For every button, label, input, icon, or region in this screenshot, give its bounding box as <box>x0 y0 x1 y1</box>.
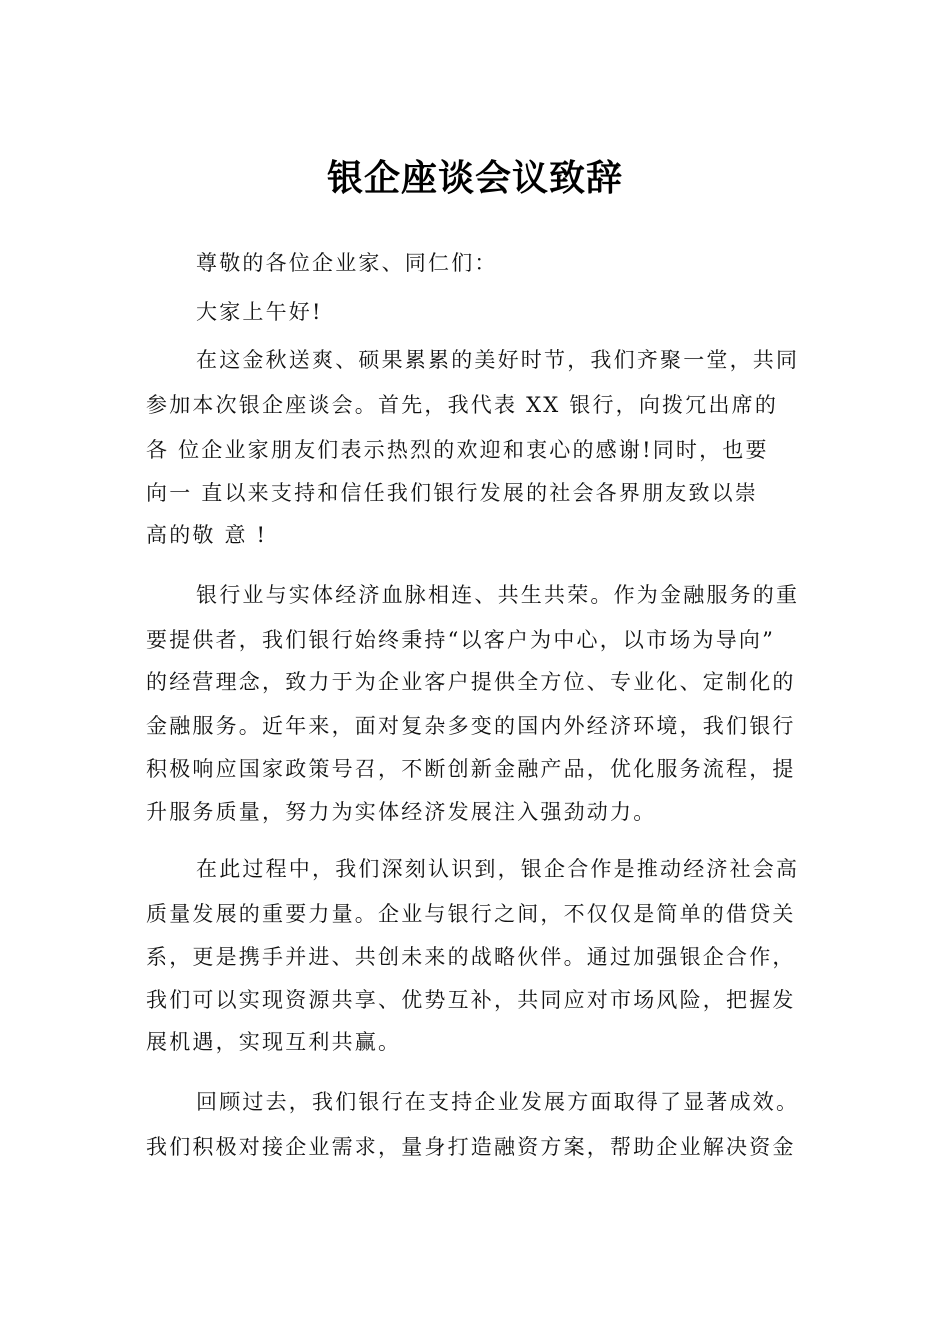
paragraph-3-line-5: 展机遇，实现互利共赢。 <box>146 1030 402 1054</box>
paragraph-4-line-1: 回顾过去，我们银行在支持企业发展方面取得了显著成效。 <box>196 1090 800 1114</box>
paragraph-2-line-3: 的经营理念，致力于为企业客户提供全方位、专业化、定制化的 <box>146 670 796 694</box>
paragraph-2-line-5: 积极响应国家政策号召，不断创新金融产品，优化服务流程，提 <box>146 757 796 781</box>
paragraph-3-line-4: 我们可以实现资源共享、优势互补，共同应对市场风险，把握发 <box>146 988 796 1012</box>
paragraph-1-line-3: 各 位企业家朋友们表示热烈的欢迎和衷心的感谢!同时，也要 <box>146 438 769 462</box>
paragraph-3-line-2: 质量发展的重要力量。企业与银行之间，不仅仅是简单的借贷关 <box>146 902 796 926</box>
paragraph-3-line-3: 系，更是携手并进、共创未来的战略伙伴。通过加强银企合作， <box>146 945 796 969</box>
paragraph-1-line-4: 向一 直以来支持和信任我们银行发展的社会各界朋友致以崇 <box>146 481 759 505</box>
paragraph-2-line-4: 金融服务。近年来，面对复杂多变的国内外经济环境，我们银行 <box>146 714 796 738</box>
greeting: 大家上午好! <box>196 300 323 324</box>
paragraph-3-line-1: 在此过程中，我们深刻认识到，银企合作是推动经济社会高 <box>196 857 800 881</box>
salutation: 尊敬的各位企业家、同仁们： <box>196 251 498 275</box>
document-title: 银企座谈会议致辞 <box>326 158 623 199</box>
paragraph-4-line-2: 我们积极对接企业需求，量身打造融资方案，帮助企业解决资金 <box>146 1135 796 1159</box>
paragraph-2-line-6: 升服务质量，努力为实体经济发展注入强劲动力。 <box>146 800 657 824</box>
paragraph-2-line-2: 要提供者，我们银行始终秉持“以客户为中心，以市场为导向” <box>146 628 776 652</box>
paragraph-1-line-1: 在这金秋送爽、硕果累累的美好时节，我们齐聚一堂，共同 <box>196 348 800 372</box>
paragraph-2-line-1: 银行业与实体经济血脉相连、共生共荣。作为金融服务的重 <box>196 583 800 607</box>
paragraph-1-line-2: 参加本次银企座谈会。首先，我代表 XX 银行，向拨冗出席的 <box>146 393 779 417</box>
paragraph-1-line-5: 高的敬 意 ! <box>146 523 268 547</box>
